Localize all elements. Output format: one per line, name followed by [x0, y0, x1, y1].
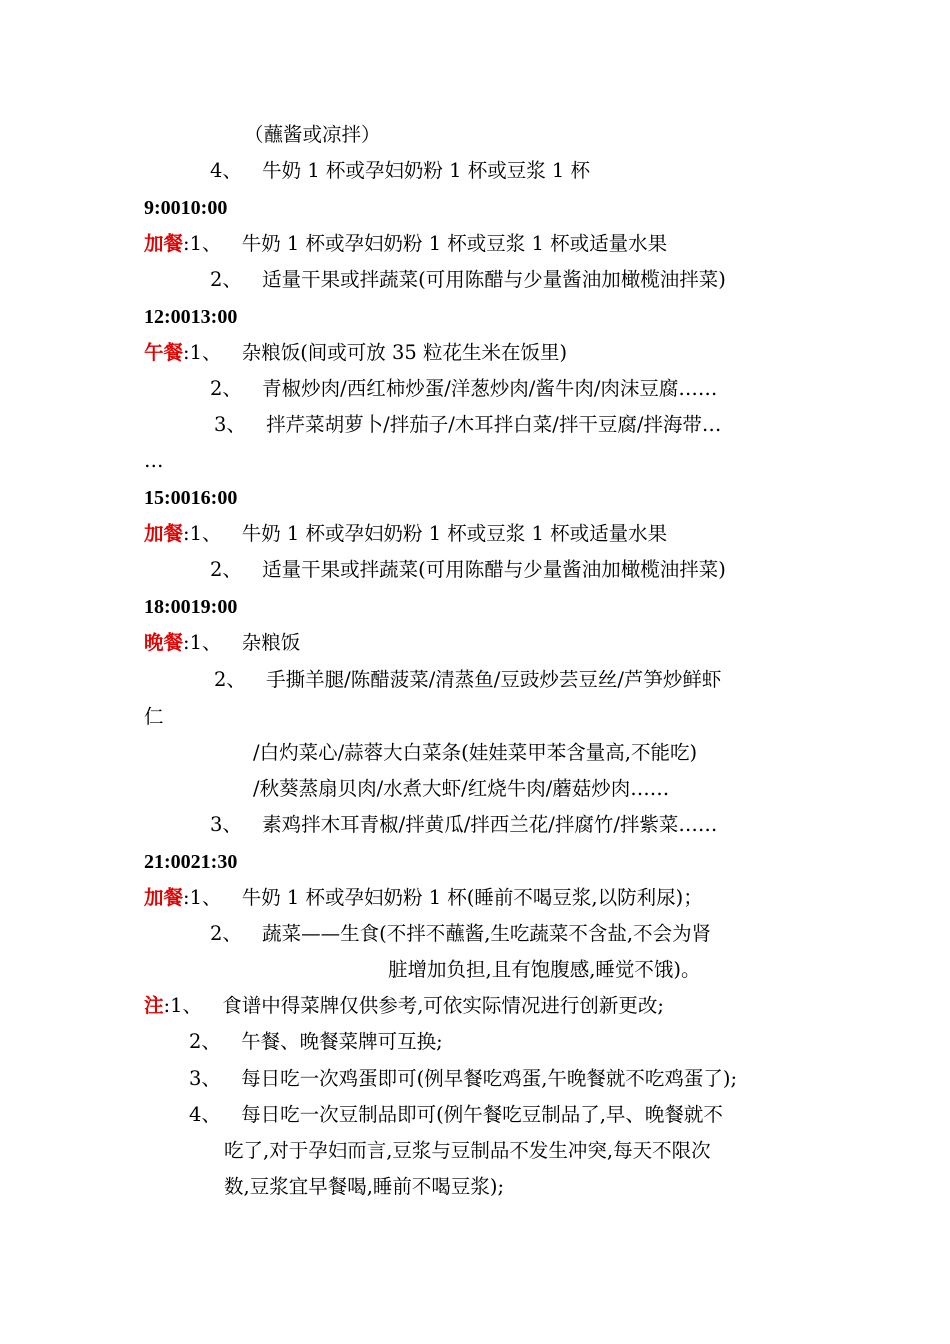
- item-text: 食谱中得菜牌仅供参考,可依实际情况进行创新更改;: [222, 994, 664, 1017]
- item-text: 适量干果或拌蔬菜(可用陈醋与少量酱油加橄榄油拌菜): [262, 558, 726, 581]
- meal-label: 午餐: [144, 341, 184, 364]
- item-text: 杂粮饭(间或可放 35 粒花生米在饭里): [241, 341, 568, 364]
- list-item: [210, 557, 726, 583]
- time-heading: 18:0019:00: [144, 596, 238, 618]
- item-text: 青椒炒肉/西红柿炒蛋/洋葱炒肉/酱牛肉/肉沫豆腐……: [262, 377, 718, 400]
- text-continuation: …: [144, 449, 164, 472]
- text-line: /白灼菜心/蒜蓉大白菜条(娃娃菜甲苯含量高,不能吃): [253, 741, 698, 764]
- meal-line: [144, 231, 667, 257]
- meal-label: 加餐: [144, 522, 184, 545]
- item-number: 2、: [189, 1030, 221, 1053]
- time-heading: 12:0013:00: [144, 306, 238, 328]
- item-number: 2、: [210, 377, 242, 400]
- list-item: [210, 812, 717, 838]
- list-item: [214, 412, 721, 438]
- item-number: 3、: [214, 413, 246, 436]
- item-text: 每日吃一次豆制品即可(例午餐吃豆制品了,早、晚餐就不: [241, 1103, 723, 1126]
- meal-line: [144, 340, 567, 366]
- item-number: 3、: [189, 1067, 221, 1090]
- time-heading: 9:0010:00: [144, 197, 228, 219]
- item-text: 拌芹菜胡萝卜/拌茄子/木耳拌白菜/拌干豆腐/拌海带…: [266, 413, 722, 436]
- item-text: 手撕羊腿/陈醋菠菜/清蒸鱼/豆豉炒芸豆丝/芦笋炒鲜虾: [266, 668, 722, 691]
- meal-label: 加餐: [144, 886, 184, 909]
- item-text: 杂粮饭: [241, 631, 301, 654]
- item-text: 每日吃一次鸡蛋即可(例早餐吃鸡蛋,午晚餐就不吃鸡蛋了);: [241, 1067, 738, 1090]
- item-number: :1、: [183, 341, 222, 364]
- meal-label: 加餐: [144, 232, 184, 255]
- time-heading: 21:0021:30: [144, 851, 238, 873]
- meal-line: [144, 885, 703, 911]
- meal-line: [144, 521, 667, 547]
- text-line: 脏增加负担,且有饱腹感,睡觉不饿)。: [388, 958, 701, 981]
- item-number: 4、: [189, 1103, 221, 1126]
- meal-label: 晚餐: [144, 631, 184, 654]
- list-item: [189, 1029, 443, 1055]
- item-number: 2、: [210, 268, 242, 291]
- text-line: 吃了,对于孕妇而言,豆浆与豆制品不发生冲突,每天不限次: [224, 1139, 711, 1162]
- text-line: 数,豆浆宜早餐喝,睡前不喝豆浆);: [224, 1175, 505, 1198]
- list-item: [189, 1066, 737, 1092]
- item-text: 蔬菜——生食(不拌不蘸酱,生吃蔬菜不含盐,不会为肾: [262, 922, 712, 945]
- item-text: 素鸡拌木耳青椒/拌黄瓜/拌西兰花/拌腐竹/拌紫菜……: [262, 813, 718, 836]
- item-number: 2、: [210, 922, 242, 945]
- item-text: 牛奶 1 杯或孕妇奶粉 1 杯或豆浆 1 杯或适量水果: [241, 232, 668, 255]
- list-item: [210, 921, 711, 947]
- item-number: :1、: [183, 631, 222, 654]
- item-number: 4、: [210, 159, 242, 182]
- list-item: [210, 267, 726, 293]
- item-text: 适量干果或拌蔬菜(可用陈醋与少量酱油加橄榄油拌菜): [262, 268, 726, 291]
- text-line: /秋葵蒸扇贝肉/水煮大虾/红烧牛肉/蘑菇炒肉……: [253, 777, 670, 800]
- text-line: （蘸酱或凉拌）: [244, 123, 381, 146]
- item-text: 午餐、晚餐菜牌可互换;: [241, 1030, 443, 1053]
- item-number: 2、: [214, 668, 246, 691]
- text-continuation: 仁: [144, 705, 164, 728]
- list-item: [214, 667, 721, 693]
- list-item: [210, 158, 590, 184]
- item-text: 牛奶 1 杯或孕妇奶粉 1 杯或豆浆 1 杯: [262, 159, 591, 182]
- item-text: 牛奶 1 杯或孕妇奶粉 1 杯或豆浆 1 杯或适量水果: [241, 522, 668, 545]
- time-heading: 15:0016:00: [144, 487, 238, 509]
- item-number: :1、: [183, 886, 222, 909]
- item-number: :1、: [183, 522, 222, 545]
- list-item: [189, 1102, 723, 1128]
- item-number: 2、: [210, 558, 242, 581]
- item-text: 牛奶 1 杯或孕妇奶粉 1 杯(睡前不喝豆浆,以防利尿)；: [241, 886, 703, 909]
- item-number: :1、: [183, 232, 222, 255]
- note-label: 注: [144, 994, 164, 1017]
- list-item: [210, 376, 717, 402]
- item-number: 3、: [210, 813, 242, 836]
- note-line: [144, 993, 664, 1019]
- item-number: :1、: [163, 994, 202, 1017]
- meal-line: [144, 630, 300, 656]
